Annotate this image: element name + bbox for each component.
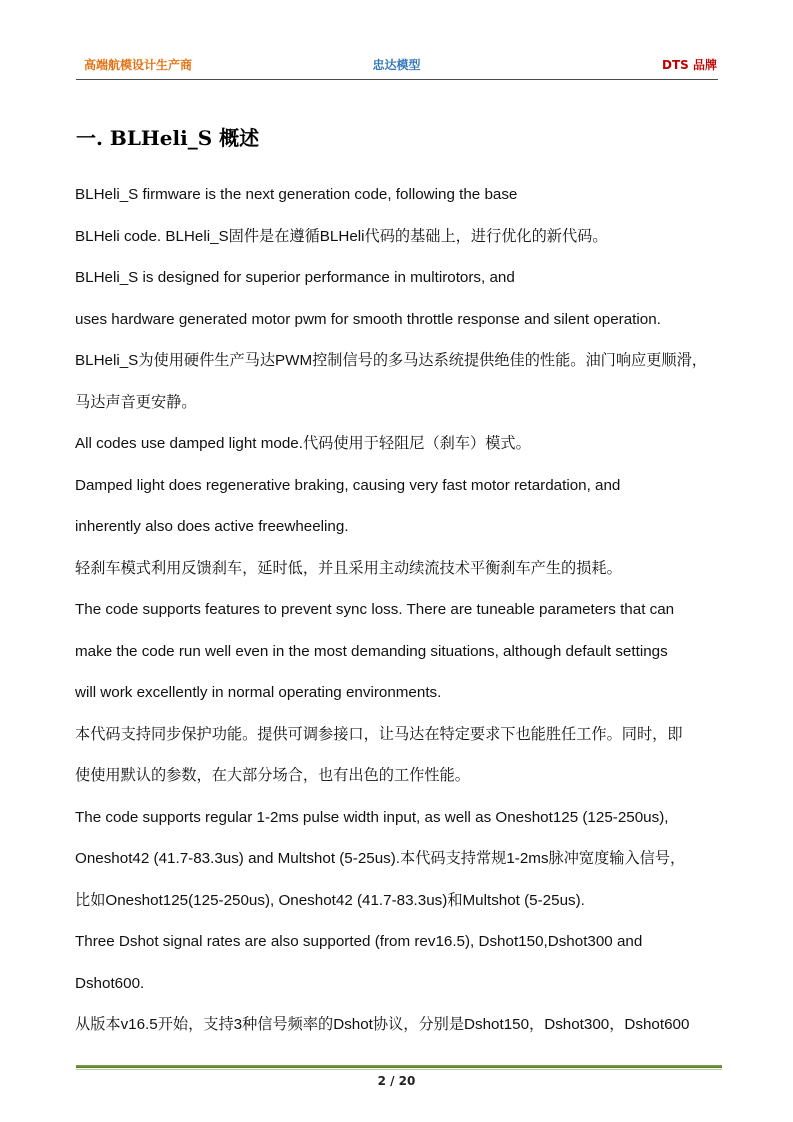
text-line: 马达声音更安静。 <box>75 393 197 411</box>
text-line: BLHeli code. BLHeli_S固件是在遵循BLHeli代码的基础上，进行优化的新代码。 <box>75 227 608 245</box>
text-line: inherently also does active freewheeling. <box>75 518 349 535</box>
page-number: 2 / 20 <box>377 1074 416 1088</box>
text-line: Three Dshot signal rates are also supported (from rev16.5), Dshot150,Dshot300 and <box>75 933 643 950</box>
footer-divider <box>76 1065 722 1068</box>
text-line: 比如Oneshot125(125-250us), Oneshot42 (41.7-83.3us)和Multshot (5-25us). <box>75 891 585 909</box>
text-line: make the code run well even in the most demanding situations, although default settings <box>75 642 668 660</box>
text-line: All codes use damped light mode.代码使用于轻阻尼（刹车）模式。 <box>75 435 531 452</box>
header-left-text: 高端航模设计生产商 <box>84 58 193 72</box>
text-line: Dshot600. <box>75 974 145 992</box>
body-text <box>75 174 735 1046</box>
text-line: 轻刹车模式利用反馈刹车，延时低，并且采用主动续流技术平衡刹车产生的损耗。 <box>75 559 622 577</box>
header-right-text: DTS 品牌 <box>662 58 717 72</box>
text-line: will work excellently in normal operating environments. <box>75 684 442 701</box>
text-line: BLHeli_S firmware is the next generation code, following the base <box>75 186 518 203</box>
text-line: BLHeli_S is designed for superior performance in multirotors, and <box>75 269 515 286</box>
footer-divider-shadow <box>76 1069 722 1070</box>
text-line: 本代码支持同步保护功能。提供可调参接口，让马达在特定要求下也能胜任工作。同时，即 <box>75 725 683 743</box>
text-line: uses hardware generated motor pwm for smooth throttle response and silent operation. <box>75 310 661 328</box>
text-line: BLHeli_S为使用硬件生产马达PWM控制信号的多马达系统提供绝佳的性能。油门响应更顺滑， <box>75 352 707 369</box>
section-heading: 一. BLHeli_S 概述 <box>76 126 260 150</box>
text-line: 使使用默认的参数，在大部分场合，也有出色的工作性能。 <box>75 767 470 784</box>
header-divider <box>76 79 718 80</box>
text-line: The code supports features to prevent sync loss. There are tuneable parameters that can <box>75 601 675 618</box>
page-header <box>0 56 793 76</box>
text-line: Damped light does regenerative braking, causing very fast motor retardation, and <box>75 476 621 494</box>
text-line: 从版本v16.5开始，支持3种信号频率的Dshot协议，分别是Dshot150，Dshot300，Dshot600 <box>75 1016 690 1033</box>
text-line: Oneshot42 (41.7-83.3us) and Multshot (5-25us).本代码支持常规1-2ms脉冲宽度输入信号， <box>75 850 686 867</box>
header-center-text: 忠达模型 <box>372 58 421 72</box>
text-line: The code supports regular 1-2ms pulse width input, as well as Oneshot125 (125-250us), <box>75 808 669 826</box>
